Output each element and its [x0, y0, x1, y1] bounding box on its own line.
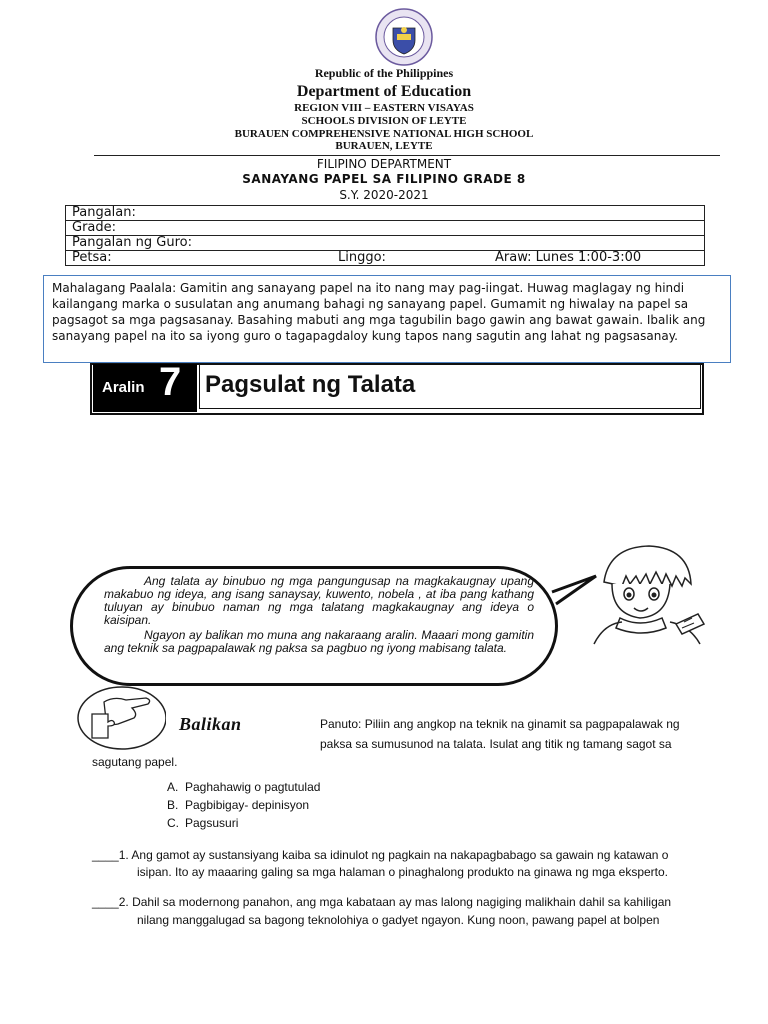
- question-1-line-2: isipan. Ito ay maaaring galing sa mga halaman o pinaghalong produkto na ginawa ng mga eksperto.: [137, 865, 669, 879]
- school-name: BURAUEN COMPREHENSIVE NATIONAL HIGH SCHOOL: [234, 128, 534, 140]
- option-b: B. Pagbibigay- depinisyon: [167, 798, 310, 812]
- student-character-icon: [584, 542, 714, 646]
- lesson-title: Pagsulat ng Talata: [205, 371, 416, 398]
- republic-text: Republic of the Philippines: [314, 66, 454, 80]
- question-1: ____1. Ang gamot ay sustansiyang kaiba sa idinulot ng pagkain na nakapagbabago sa gawain ng katawan o: [92, 848, 669, 862]
- subject-department: FILIPINO DEPARTMENT: [316, 157, 452, 171]
- department-title: Department of Education: [296, 83, 472, 100]
- instructions-line-2: paksa sa sumusunod na talata. Isulat ang titik ng tamang sagot sa: [320, 737, 672, 751]
- date-field[interactable]: Petsa:: [66, 251, 333, 266]
- teacher-field[interactable]: Pangalan ng Guro:: [66, 236, 705, 251]
- speech-text: [104, 575, 534, 655]
- student-info-table: [65, 205, 705, 266]
- division-text: SCHOOLS DIVISION OF LEYTE: [301, 115, 467, 127]
- lesson-title-box: [199, 364, 701, 409]
- question-2-line-2: nilang manggalugad sa bagong teknolohiya o gadyet ngayon. Kung noon, pawang papel at bolpen: [137, 913, 660, 927]
- worksheet-title: SANAYANG PAPEL SA FILIPINO GRADE 8: [242, 172, 526, 186]
- deped-seal-icon: [369, 8, 439, 66]
- puzzle-hand-icon: [74, 684, 166, 750]
- lesson-number-block: [93, 360, 197, 412]
- balikan-heading: Balikan: [179, 714, 242, 734]
- region-text: REGION VIII – EASTERN VISAYAS: [294, 102, 474, 114]
- answer-blank-2[interactable]: ____: [92, 895, 119, 909]
- speech-paragraph-2: Ngayon ay balikan mo muna ang nakaraang aralin. Maaari mong gamitin ang teknik sa pagpapalawak ng paksa sa pagbuo ng iyong mabisang talata.: [104, 628, 534, 655]
- header-divider: [94, 155, 720, 156]
- instructions-line-1: Panuto: Piliin ang angkop na teknik na ginamit sa pagpapalawak ng: [320, 717, 680, 731]
- lesson-label: Aralin: [102, 379, 145, 396]
- instructions-line-3: sagutang papel.: [92, 755, 178, 769]
- day-field: Araw: Lunes 1:00-3:00: [489, 251, 705, 266]
- lesson-number: 7: [159, 360, 182, 404]
- name-field[interactable]: Pangalan:: [66, 206, 705, 221]
- week-field[interactable]: Linggo:: [332, 251, 489, 266]
- answer-blank-1[interactable]: ____: [92, 848, 119, 862]
- option-a: A. Paghahawig o pagtutulad: [167, 780, 321, 794]
- option-c: C. Pagsusuri: [167, 816, 239, 830]
- school-location: BURAUEN, LEYTE: [335, 140, 433, 152]
- speech-paragraph-1: Ang talata ay binubuo ng mga pangungusap na magkakaugnay upang makabuo ng ideya, ang isang sanaysay, kuwento, nobela , at iba pang kathang tuluyan ay binubuo naman ng mga talatang magkakaugnay ang ideya o kaisipan.: [104, 574, 534, 627]
- grade-field[interactable]: Grade:: [66, 221, 705, 236]
- important-note: Mahalagang Paalala: Gamitin ang sanayang papel na ito nang may pag-iingat. Huwag maglagay ng hindi kailangang marka o susulatan ang anumang bahagi ng sanayang papel. Gumamit ng hiwalay na papel sa pagsagot sa mga pagsasanay. Basahing mabuti ang mga tagubilin bago gawin ang bawat gawain. Ibalik ang sanayang papel na ito sa iyong guro o tagapagdaloy kung tapos nang sagutin ang lahat ng pagsasanay.: [43, 275, 731, 363]
- school-year: S.Y. 2020-2021: [339, 188, 429, 202]
- question-2: ____2. Dahil sa modernong panahon, ang mga kabataan ay mas lalong nagiging malikhain dahil sa kahiligan: [92, 895, 672, 909]
